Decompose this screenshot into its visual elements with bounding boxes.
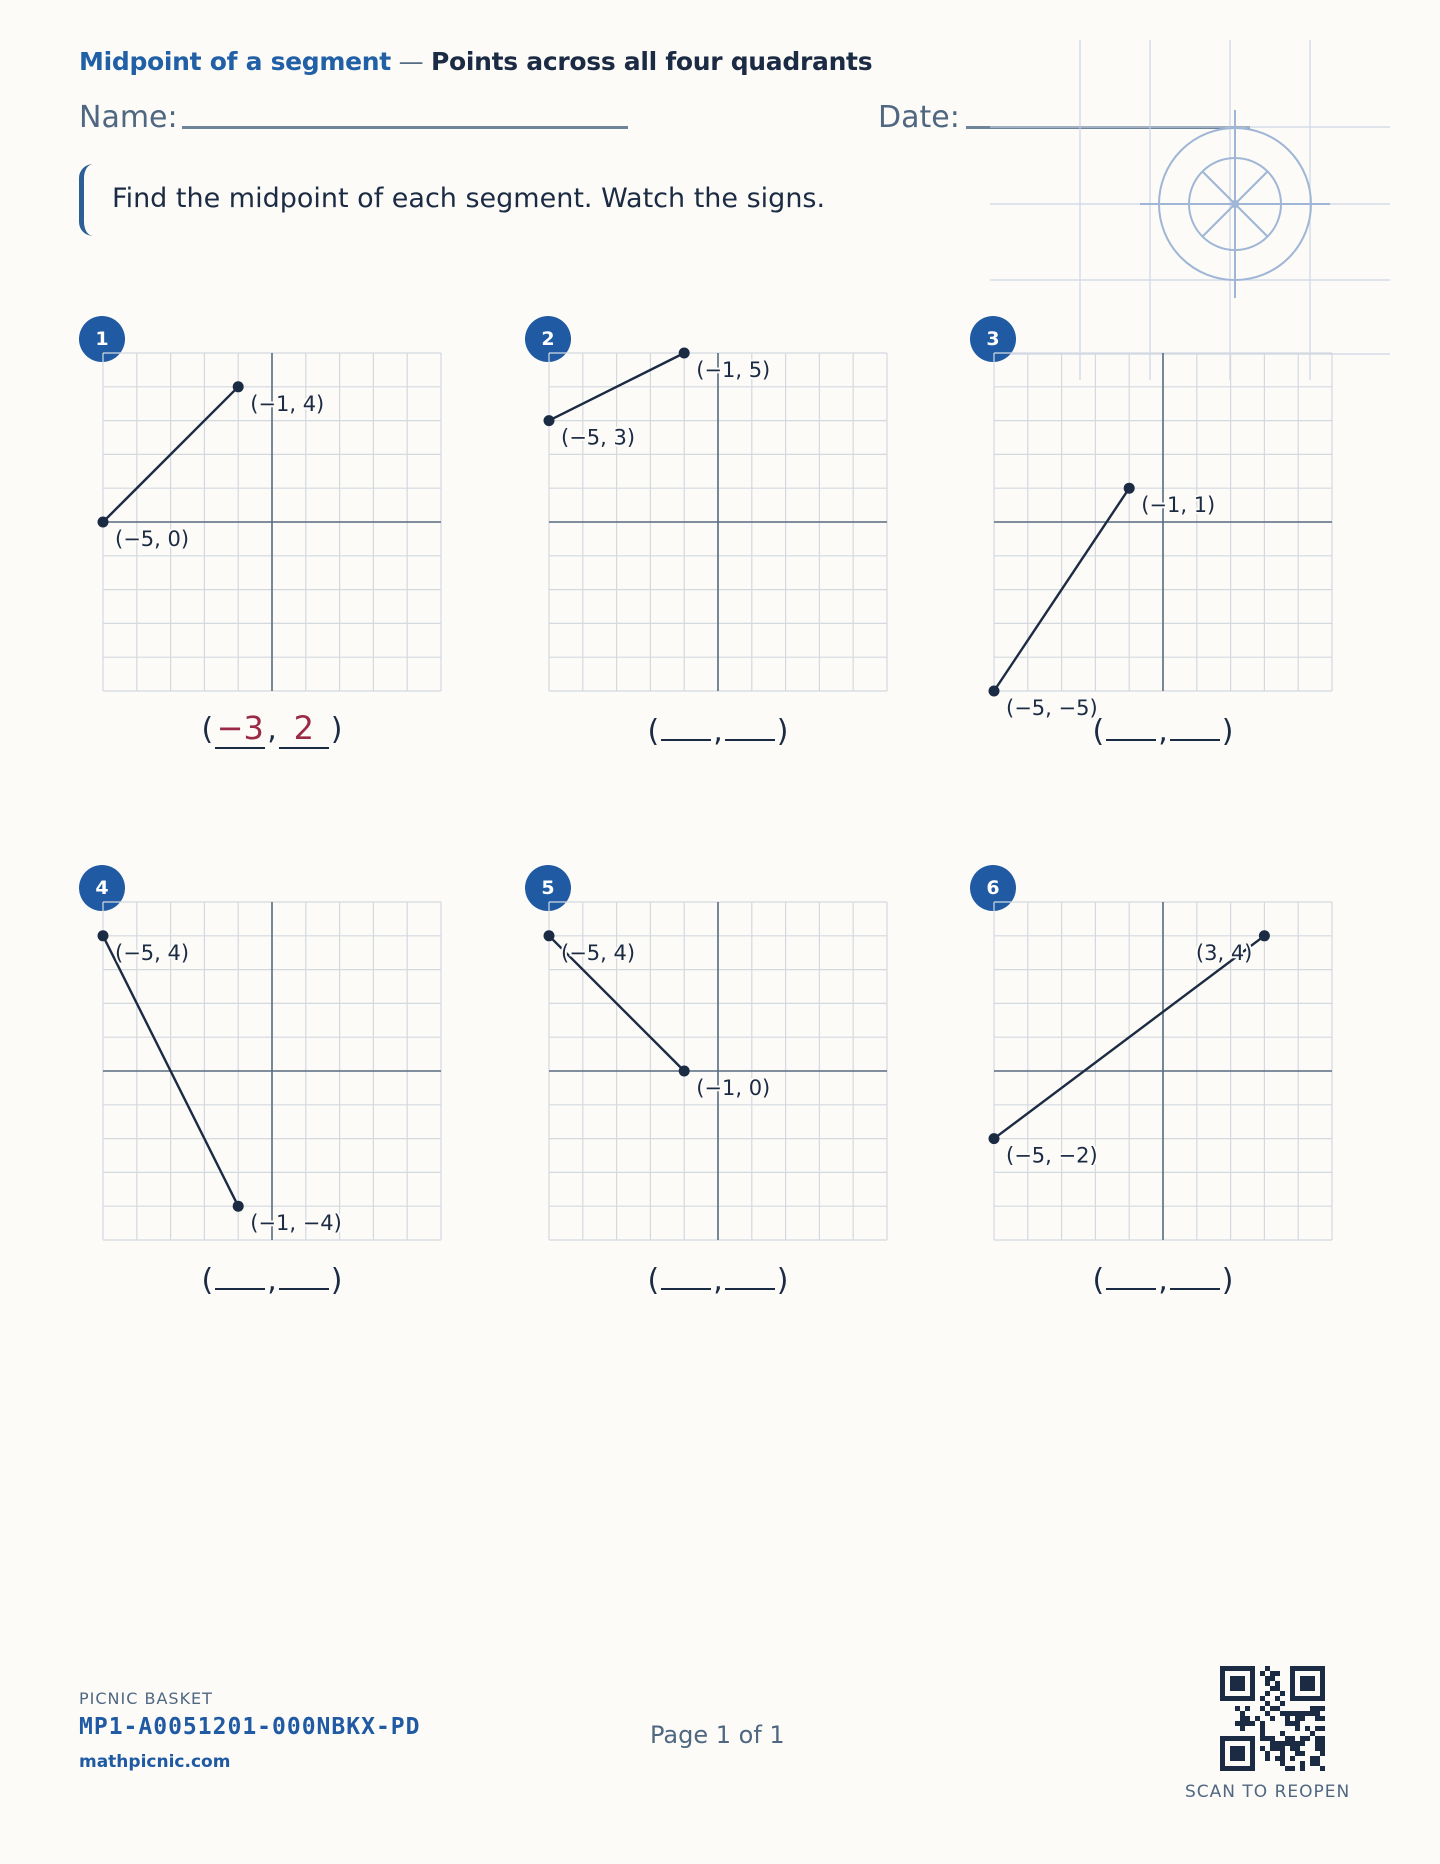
comma: , [713,1263,723,1298]
open-paren: ( [1092,714,1105,749]
endpoint-label: (−1, 4) [250,391,325,416]
close-paren: ) [1221,714,1234,749]
answer-x-input[interactable] [1106,709,1156,741]
open-paren: ( [201,712,214,747]
endpoint [989,1133,1000,1144]
endpoint [679,348,690,359]
coordinate-grid [103,353,441,691]
close-paren: ) [776,1263,789,1298]
endpoint-label: (−5, 3) [561,425,636,450]
answer-y-input[interactable] [725,1258,775,1290]
close-paren: ) [330,1263,343,1298]
endpoint-label: (−5, 4) [561,940,636,965]
name-input-line[interactable] [182,126,628,129]
answer-x-input[interactable] [1106,1258,1156,1290]
answer-x-input[interactable] [215,1258,265,1290]
endpoint-label: (−1, 0) [696,1076,771,1100]
answer-field[interactable] [993,1258,1333,1298]
date-label: Date: [878,100,960,135]
comma: , [267,712,277,747]
answer-y-input[interactable]: 2 [279,709,329,749]
problem-number-badge: 2 [525,316,571,362]
endpoint [544,930,555,941]
comma: , [713,714,723,749]
answer-y-input[interactable] [279,1258,329,1290]
instructions: Find the midpoint of each segment. Watch the signs. [112,183,826,214]
worksheet-title [79,47,872,76]
answer-field[interactable] [102,1258,442,1298]
answer-y-input[interactable] [1170,1258,1220,1290]
answer-y-input[interactable] [725,709,775,741]
coordinate-grid [549,353,887,691]
problem-number-badge: 6 [970,865,1016,911]
endpoint [544,415,555,426]
footer-code: MP1-A0051201-000NBKX-PD [79,1714,421,1740]
problem-number-badge: 5 [525,865,571,911]
answer-field[interactable] [548,709,888,749]
open-paren: ( [201,1263,214,1298]
open-paren: ( [1092,1263,1105,1298]
answer-field[interactable] [993,709,1333,749]
comma: , [1158,1263,1168,1298]
coordinate-grid [994,353,1332,720]
comma: , [267,1263,277,1298]
close-paren: ) [1221,1263,1234,1298]
close-paren: ) [330,712,343,747]
endpoint [233,1201,244,1212]
endpoint-label: (−5, −5) [1006,696,1098,720]
answer-x-input[interactable]: −3 [216,709,264,747]
coordinate-grid [994,902,1332,1240]
answer-y-input[interactable] [1170,709,1220,741]
answer-x-input[interactable] [661,709,711,741]
subtitle: Points across all four quadrants [430,47,873,76]
problem-number-badge: 1 [79,316,125,362]
comma: , [1158,714,1168,749]
problem-number-badge: 3 [970,316,1016,362]
page-number: Page 1 of 1 [650,1721,785,1749]
endpoint [679,1066,690,1077]
endpoint-label: (−1, −4) [250,1211,342,1236]
answer-field[interactable] [102,709,442,749]
endpoint [989,686,1000,697]
coordinate-grid [103,902,441,1240]
endpoint [1124,483,1135,494]
open-paren: ( [647,714,660,749]
endpoint [1259,930,1270,941]
endpoint [98,930,109,941]
qr-caption: SCAN TO REOPEN [1185,1782,1351,1802]
endpoint [233,381,244,392]
qr-code-icon[interactable] [1220,1666,1325,1771]
endpoint-label: (−5, 4) [115,940,190,965]
topic-title: Midpoint of a segment [79,47,391,76]
endpoint-label: (−1, 5) [696,358,771,382]
answer-field[interactable] [548,1258,888,1298]
name-label: Name: [79,100,178,135]
endpoint [98,517,109,528]
title-separator: — [390,47,431,76]
endpoint-label: (3, 4) [1195,940,1253,965]
open-paren: ( [647,1263,660,1298]
problem-number-badge: 4 [79,865,125,911]
answer-x-input[interactable] [661,1258,711,1290]
footer-site-link[interactable]: mathpicnic.com [79,1752,231,1772]
close-paren: ) [776,714,789,749]
endpoint-label: (−5, 0) [115,527,190,551]
endpoint-label: (−5, −2) [1006,1143,1098,1168]
endpoint-label: (−1, 1) [1141,493,1216,518]
footer-brand: PICNIC BASKET [79,1689,213,1708]
coordinate-grid [549,902,887,1240]
instructions-bracket [79,164,98,236]
